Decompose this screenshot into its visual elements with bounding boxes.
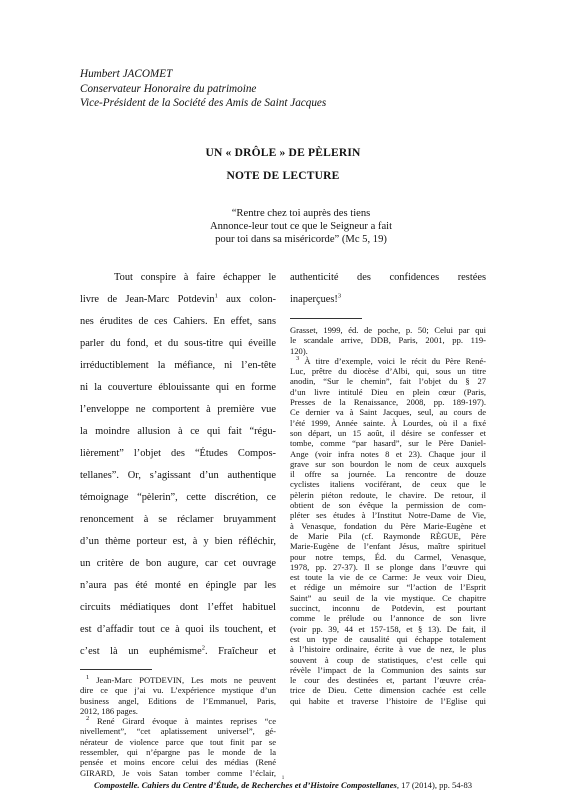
footnote-line: grave sur son bourdon le nom de ceux auxquels bbox=[290, 458, 486, 469]
footnote-line: anodin, “Sur le chemin”, fait l’objet du § 27 bbox=[290, 376, 486, 387]
footnote-line: obtient de son évêque la permission de com- bbox=[290, 500, 486, 511]
body-line: c’est là un euphémisme$^2$. Fraîcheur et bbox=[80, 644, 276, 657]
footnote-ref: 2 bbox=[201, 644, 205, 652]
footnote-line: $^3$ À titre d’exemple, voici le récit du Père René- bbox=[296, 355, 486, 366]
footnote-line: qui habite et traverse l’histoire de l’Eglise qui bbox=[290, 695, 486, 706]
footnote-line: Marie-Eugène de l’enfant Jésus, maître spirituel bbox=[290, 541, 486, 552]
footnote-line: Saint” au seuil de la vie mystique. Ce chapitre bbox=[290, 592, 486, 603]
footnote-line: son départ, un 15 août, il désire se confesser et bbox=[290, 427, 486, 438]
footnote-line: cyclistes italiens vociférant, de ceux que le bbox=[290, 479, 486, 490]
footnote-line: et rédige un mémoire sur “l’action de l’Esprit bbox=[290, 582, 486, 593]
footnote-line: 120). bbox=[290, 345, 308, 356]
page-folio: 1 bbox=[281, 776, 285, 781]
author-role: Conservateur Honoraire du patrimoine bbox=[80, 82, 257, 95]
footnote-line: souvent à coup de statistiques, c’est celle qui bbox=[290, 654, 486, 665]
body-line: lièrement” l’objet des “Études Compos- bbox=[80, 448, 276, 459]
body-line: un critère de bon augure, car cet ouvrage bbox=[80, 558, 276, 569]
body-line: tellanes”. Or, s’agissant d’un authentique bbox=[80, 470, 276, 481]
footnote-line: nérateur de violence parce que tout finit par se bbox=[80, 736, 276, 747]
epigraph-line: “Rentre chez toi auprès des tiens bbox=[231, 208, 371, 219]
body-line: irréductiblement la méfiance, ni l’en-tête bbox=[80, 360, 276, 371]
body-line: authenticité des confidences restées bbox=[290, 272, 486, 283]
footnote-line: à l’histoire ordinaire, écrite à vue de nez, le plus bbox=[290, 644, 486, 655]
footnote-line: Ce dernier va à Saint Jacques, seul, au cours de bbox=[290, 407, 486, 418]
footnote-line: ressembler, qui n’épargne pas le monde de la bbox=[80, 747, 276, 758]
footnote-line: nivellement”, “cet aplatissement universel”, gé- bbox=[80, 726, 276, 737]
footnote-line: tombe, comme “par hasard”, sur le Père Daniel- bbox=[290, 438, 486, 449]
footnote-line: l’été 1999, Année sainte. À Lourdes, où il a fixé bbox=[290, 417, 486, 428]
footnote-line: à Venasque, fondation du Père Marie-Eugène et bbox=[290, 520, 486, 531]
footnote-line: d’un livre intitulé Dieu en plein cœur (Paris, bbox=[290, 386, 486, 397]
footnote-line: pléter ses études à l’Institut Notre-Dame de Vie, bbox=[290, 510, 486, 521]
body-line: Tout conspire à faire échapper le bbox=[114, 272, 276, 283]
epigraph-line: pour toi dans sa miséricorde” (Mc 5, 19) bbox=[215, 234, 387, 246]
author-affiliation: Vice-Président de la Société des Amis de Saint Jacques bbox=[80, 97, 327, 110]
author-block bbox=[80, 67, 326, 111]
footnote-line: (voir pp. 39, 44 et 157-158, et § 13). De fait, il bbox=[290, 623, 486, 634]
footnote-line: Ange (voir infra notes 8 et 23). Chaque jour il bbox=[290, 448, 486, 459]
footnote-line: Grasset, 1999, éd. de poche, p. 50; Celui par qui bbox=[290, 325, 486, 335]
body-line: nes érudites de ces Cahiers. En effet, sans bbox=[80, 316, 276, 327]
body-line: renoncement à se réclamer bruyamment bbox=[80, 514, 276, 525]
footnote-line: révèle l’impact de la Communion des saints sur bbox=[290, 664, 486, 675]
author-name: Humbert JACOMET bbox=[80, 68, 173, 80]
footnote-line: $^1$ Jean-Marc POTDEVIN, Les mots ne peuvent bbox=[86, 674, 277, 685]
epigraph bbox=[160, 207, 442, 247]
right-footnotes bbox=[290, 325, 486, 706]
footnote-line: Luc, prêtre du diocèse d’Albi, qui, sous un titre bbox=[290, 366, 486, 377]
footnote-line: 2012, 186 pages. bbox=[80, 705, 138, 716]
footnote-line: le cour des destinées et, partant l’œuvre créa- bbox=[290, 675, 486, 686]
footnote-separator bbox=[80, 669, 152, 670]
footnote-line: business angel, Editions de l’Emmanuel, Paris, bbox=[80, 695, 276, 706]
body-line: l’enveloppe ne comportent à première vue bbox=[80, 404, 276, 415]
footnote-line: dire ce que j’ai vu. L’expérience mystique d’un bbox=[80, 685, 276, 696]
footnote-line: Presses de la Renaissance, 2008, pp. 189-197). bbox=[290, 397, 486, 408]
body-line: circuits médiatiques dont l’effet habituel bbox=[80, 602, 276, 613]
body-line: inaperçues!$^3$ bbox=[290, 292, 342, 305]
footnote-line: trice de Dieu. Cette dimension cachée est celle bbox=[290, 685, 486, 696]
footnote-line: pour notre temps, Éd. du Carmel, Venasque, bbox=[290, 551, 486, 562]
body-line: la moindre allusion à ce qui fait “régu- bbox=[80, 426, 276, 437]
journal-volume: , 17 (2014), pp. 54-83 bbox=[396, 780, 473, 790]
body-line: est d’affadir tout ce à quoi ils touchent, et bbox=[80, 624, 276, 635]
body-line: témoignage “pèlerin”, cette discrétion, ce bbox=[80, 492, 276, 503]
journal-footer bbox=[0, 780, 566, 790]
footnote-separator bbox=[290, 318, 362, 319]
article-title: UN « DRÔLE » DE PÈLERIN bbox=[205, 147, 361, 159]
article-subtitle: NOTE DE LECTURE bbox=[226, 170, 340, 182]
footnote-line: succinct, inconnu de Potdevin, est pourtant bbox=[290, 603, 486, 614]
body-line: livre de Jean-Marc Potdevin$^1$ aux colon- bbox=[80, 292, 276, 305]
footnote-line: pèlerin piéton redoute, le chavire. De retour, il bbox=[290, 489, 486, 500]
footnote-line: GIRARD, Je vois Satan tomber comme l’éclair, bbox=[80, 767, 276, 778]
journal-title: Compostelle. Cahiers du Centre d’Étude, de Recherches et d’Histoire Compostellanes bbox=[93, 780, 397, 790]
left-column bbox=[80, 267, 276, 663]
left-footnotes bbox=[80, 675, 276, 778]
footnote-line: il offre sa journée. La rencontre de douze bbox=[290, 469, 486, 480]
footnote-ref: 3 bbox=[337, 292, 342, 300]
footnote-line: $^2$ René Girard évoque à maintes reprises “ce bbox=[86, 715, 276, 727]
body-line: parler du fond, et du sous-titre qui éveille bbox=[80, 338, 276, 349]
footnote-ref: 1 bbox=[214, 292, 218, 300]
footnote-line: est un type de causalité qui échappe totalement bbox=[290, 633, 486, 644]
footnote-line: le scandale arrive, DDB, Paris, 2001, pp. 119- bbox=[290, 335, 486, 346]
body-line: ni la couverture éblouissante qui en forme bbox=[80, 382, 276, 393]
footnote-line: comme le prélude ou l’annonce de son livre bbox=[290, 613, 486, 624]
body-line: n’aura pas été monté en épingle par les bbox=[80, 580, 276, 591]
epigraph-line: Annonce-leur tout ce que le Seigneur a fait bbox=[209, 221, 393, 233]
footnote-line: de Marie Pila (cf. Raymonde RÈGUE, Père bbox=[290, 530, 486, 541]
footnote-line: 1978, pp. 27-37). Il se plonge dans l’œuvre qui bbox=[290, 561, 486, 572]
body-line: d’un thème porteur est, à y bien réfléchir, bbox=[80, 536, 276, 547]
footnote-line: pensée et moins encore celui des médias (René bbox=[80, 757, 276, 768]
right-column bbox=[290, 267, 486, 311]
footnote-line: est toute la vie de ce Carme: Je veux voir Dieu, bbox=[290, 572, 486, 583]
